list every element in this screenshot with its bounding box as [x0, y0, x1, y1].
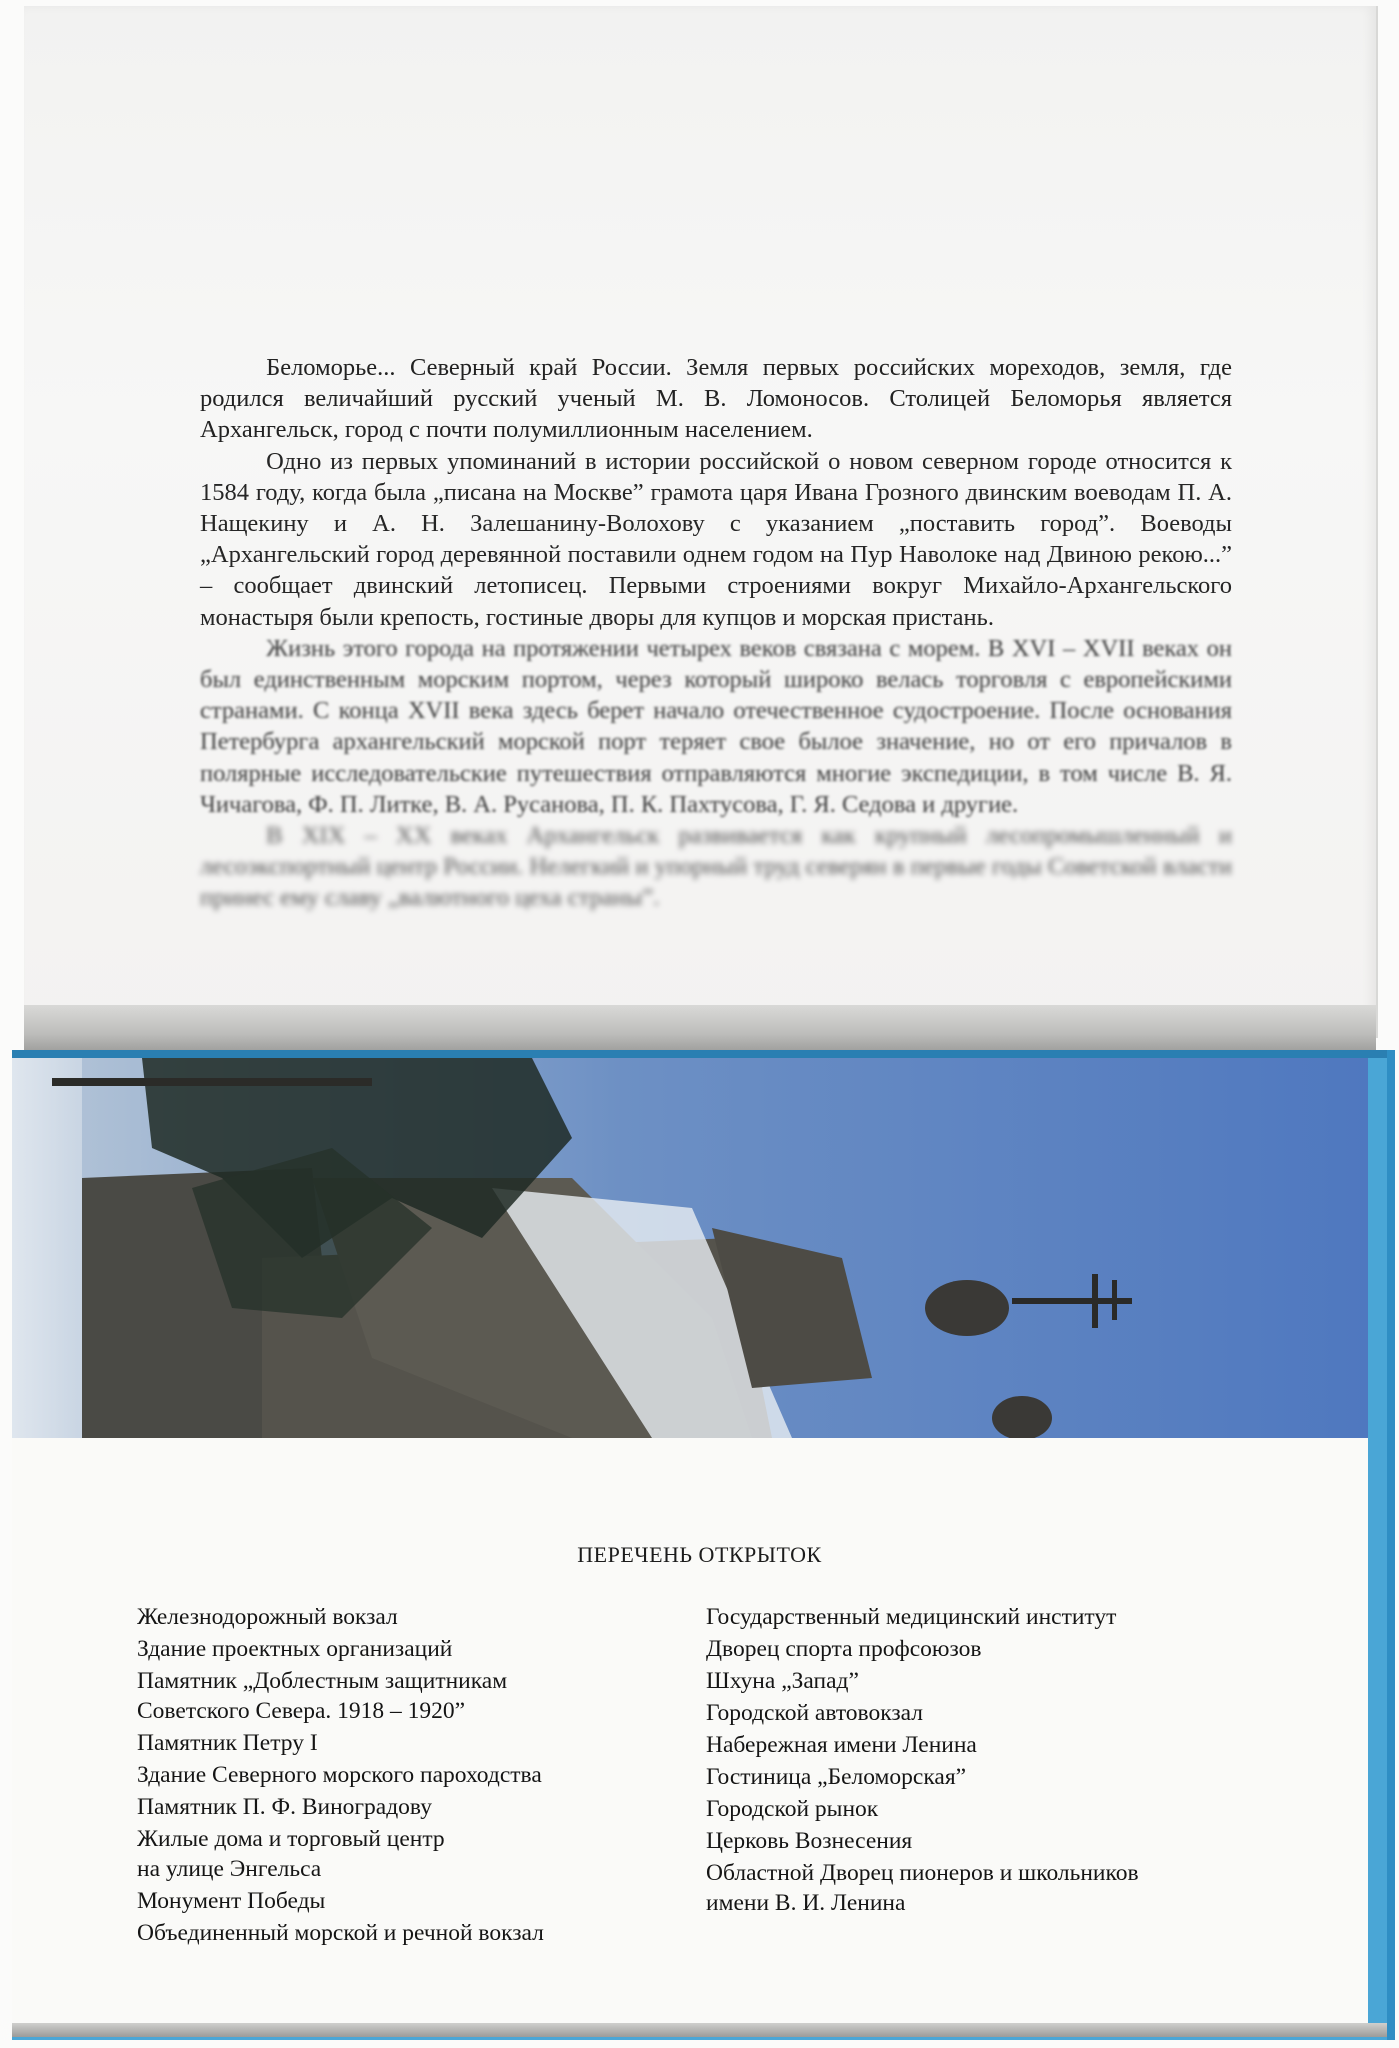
list-item: Шхуна „Запад” [706, 1668, 859, 1694]
list-item: Гостиница „Беломорская” [706, 1764, 967, 1790]
page-fold-shadow [24, 1005, 1376, 1053]
list-item: Памятник Петру I [137, 1730, 318, 1756]
postcard-list-title: ПЕРЕЧЕНЬ ОТКРЫТОК [577, 1542, 822, 1567]
list-item: Государственный медицинский институт [706, 1604, 1117, 1630]
church-photo [12, 1058, 1368, 1438]
intro-paragraph: Жизнь этого города на протяжении четырех веков связана с морем. В XVI – XVII веках он был единственным морским портом, через который широко велась торговля с европейскими странами. С конца XVII века здесь берет начало отечественное судостроение. После основания Петербурга архангельский морской порт теряет свое былое значение, но от его причалов в полярные исследовательские путешествия отправляются многие экспедиции, в том числе В. Я. Чичагова, Ф. П. Литке, В. А. Русанова, П. К. Пахтусова, Г. Я. Седова и другие. [200, 634, 1232, 818]
card-bottom-edge [12, 2023, 1387, 2037]
intro-text-block [200, 352, 1232, 914]
list-item: Городской автовокзал [706, 1700, 923, 1726]
list-item: Памятник „Доблестным защитникам Советского Севера. 1918 – 1920” [137, 1668, 508, 1724]
list-item: Городской рынок [706, 1796, 879, 1822]
postcard-list-right [706, 1602, 1306, 1920]
intro-paragraph: В XIX – XX веках Архангельск развивается как крупный лесопромышленный и лесоэкспортный центр России. Нелегкий и упорный труд северян в первые годы Советской власти принес ему славу „валютного цеха страны”. [200, 822, 1232, 912]
list-item: Памятник П. Ф. Виноградову [137, 1794, 432, 1820]
list-item: Объединенный морской и речной вокзал [137, 1920, 544, 1946]
postcard-list-left [137, 1602, 677, 1950]
list-item: Областной Дворец пионеров и школьников имени В. И. Ленина [706, 1860, 1139, 1916]
intro-paragraph: Одно из первых упоминаний в истории российской о новом северном городе относится к 1584 году, когда была „писана на Москве” грамота царя Ивана Грозного двинским воеводам П. А. Нащекину и А. Н. Залешанину-Волохову с указанием „поставить город”. Воеводы „Архангельский город деревянной поставили однем годом на Пур Наволоке над Двиною рекою...” – сообщает двинский летописец. Первыми строениями вокруг Михайло-Архангельского монастыря были крепость, гостиные дворы для купцов и морская пристань. [200, 447, 1232, 631]
list-item: Железнодорожный вокзал [137, 1604, 398, 1630]
list-item: Здание проектных организаций [137, 1636, 453, 1662]
list-item: Дворец спорта профсоюзов [706, 1636, 982, 1662]
list-item: Церковь Вознесения [706, 1828, 913, 1854]
intro-paragraph: Беломорье... Северный край России. Земля первых российских мореходов, земля, где родился величайший русский ученый М. В. Ломоносов. Столицей Беломорья является Архангельск, город с почти полумиллионным населением. [200, 354, 1232, 444]
list-item: Здание Северного морского пароходства [137, 1762, 542, 1788]
list-item: Набережная имени Ленина [706, 1732, 977, 1758]
list-item: Жилые дома и торговый центр на улице Энгельса [137, 1826, 445, 1882]
list-item: Монумент Победы [137, 1888, 326, 1914]
